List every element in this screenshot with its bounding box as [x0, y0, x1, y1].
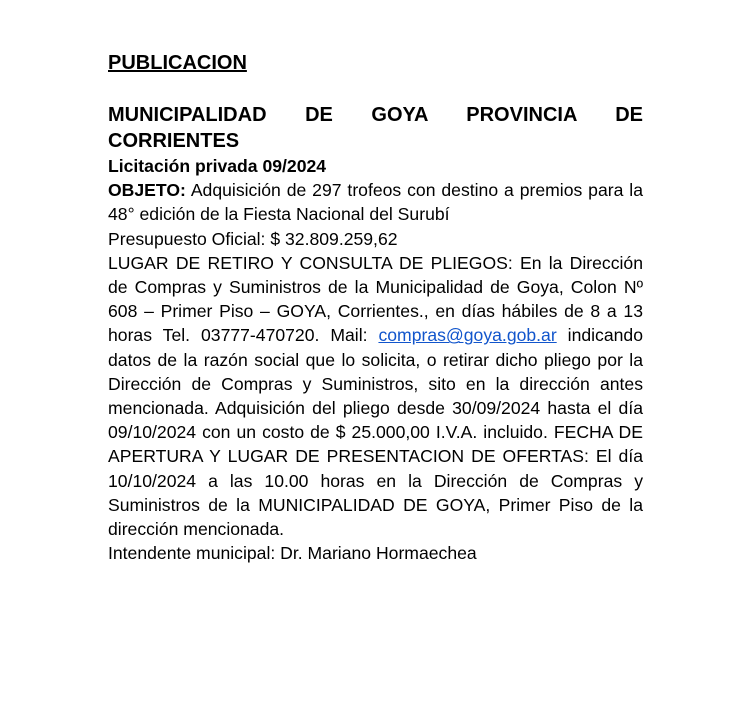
- objeto-paragraph: [108, 178, 643, 226]
- objeto-text: Adquisición de 297 trofeos con destino a premios para la 48° edición de la Fiesta Nacional del Surubí: [108, 180, 643, 225]
- email-link[interactable]: compras@goya.gob.ar: [378, 325, 557, 346]
- lugar-text-after: indicando datos de la razón social que lo solicita, o retirar dicho pliego por la Dirección de Compras y Suministros, sito en la dirección antes mencionada. Adquisición del pliego desde 30/09/2024 hasta el día 09/10/2024 con un costo de $ 25.000,00 I.V.A. incluido. FECHA DE APERTURA Y LUGAR DE PRESENTACION DE OFERTAS: El día 10/10/2024 a las 10.00 horas en la Dirección de Compras y Suministros de la MUNICIPALIDAD DE GOYA, Primer Piso de la dirección mencionada.: [108, 325, 643, 540]
- publication-body: [108, 50, 643, 565]
- lugar-text-before: LUGAR DE RETIRO Y CONSULTA DE PLIEGOS: En la Dirección de Compras y Suministros de la Municipalidad de Goya, Colon Nº 608 – Primer Piso – GOYA, Corrientes., en días hábiles de 8 a 13 horas Tel. 03777-470720. Mail:: [108, 252, 643, 346]
- organization-title: MUNICIPALIDAD DE GOYA PROVINCIA DE CORRIENTES: [108, 104, 643, 152]
- objeto-label: OBJETO:: [108, 180, 186, 201]
- publication-heading: PUBLICACION: [108, 52, 247, 74]
- spacer: [108, 76, 643, 102]
- presupuesto-line: Presupuesto Oficial: $ 32.809.259,62: [108, 228, 398, 249]
- intendente-line: Intendente municipal: Dr. Mariano Hormaechea: [108, 543, 477, 564]
- lugar-paragraph: [108, 251, 643, 541]
- licitacion-number: Licitación privada 09/2024: [108, 156, 327, 176]
